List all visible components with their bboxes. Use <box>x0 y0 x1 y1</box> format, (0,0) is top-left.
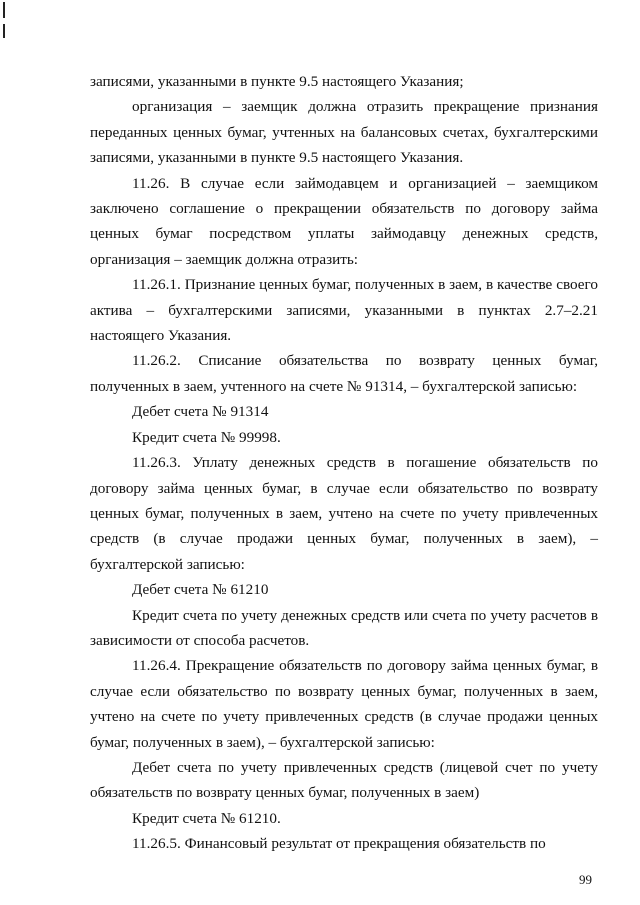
paragraph-11-26-2: 11.26.2. Списание обязательства по возврату ценных бумаг, полученных в заем, учтенного на счете № 91314, – бухгалтерской записью: <box>90 352 598 395</box>
credit-entry: Кредит счета по учету денежных средств или счета по учету расчетов в зависимости от способа расчетов. <box>90 606 598 649</box>
page-number: 99 <box>579 872 592 887</box>
debit-entry: Дебет счета № 61210 <box>132 581 269 599</box>
paragraph-11-26-3: 11.26.3. Уплату денежных средств в погашение обязательств по договору займа ценных бумаг, в случае если обязательство по возврату ценных бумаг, полученных в заем, учтено на счете по учету привлеченных средств (в случае продажи ценных бумаг, полученных в заем), – бухгалтерской записью: <box>90 454 598 573</box>
credit-entry: Кредит счета № 61210. <box>132 809 281 827</box>
paragraph-11-26-5: 11.26.5. Финансовый результат от прекращения обязательств по <box>132 835 546 853</box>
paragraph-borrower-derecognition: организация – заемщик должна отразить прекращение признания переданных ценных бумаг, учтенных на балансовых счетах, бухгалтерскими записями, указанными в пункте 9.5 настоящего Указания. <box>90 98 598 167</box>
credit-entry: Кредит счета № 99998. <box>132 428 281 446</box>
debit-entry: Дебет счета по учету привлеченных средств (лицевой счет по учету обязательств по возврату ценных бумаг, полученных в заем) <box>90 758 598 802</box>
paragraph-11-26-4: 11.26.4. Прекращение обязательств по договору займа ценных бумаг, в случае если обязательство по возврату ценных бумаг, полученных в заем, учтено на счете по учету привлеченных средств (в случае продажи ценных бумаг, полученных в заем), – бухгалтерской записью: <box>90 657 598 751</box>
paragraph-continuation: записями, указанными в пункте 9.5 настоящего Указания; <box>90 73 464 90</box>
scan-edge-mark <box>3 2 5 18</box>
paragraph-11-26-1: 11.26.1. Признание ценных бумаг, полученных в заем, в качестве своего актива – бухгалтерскими записями, указанными в пунктах 2.7–2.21 настоящего Указания. <box>90 276 598 345</box>
debit-entry: Дебет счета № 91314 <box>132 403 269 421</box>
document-body <box>90 69 598 857</box>
scan-edge-mark <box>3 24 5 38</box>
paragraph-11-26: 11.26. В случае если займодавцем и организацией – заемщиком заключено соглашение о прекращении обязательств по договору займа ценных бумаг посредством уплаты займодавцу денежных средств, организация – заемщик должна отразить: <box>90 174 598 268</box>
